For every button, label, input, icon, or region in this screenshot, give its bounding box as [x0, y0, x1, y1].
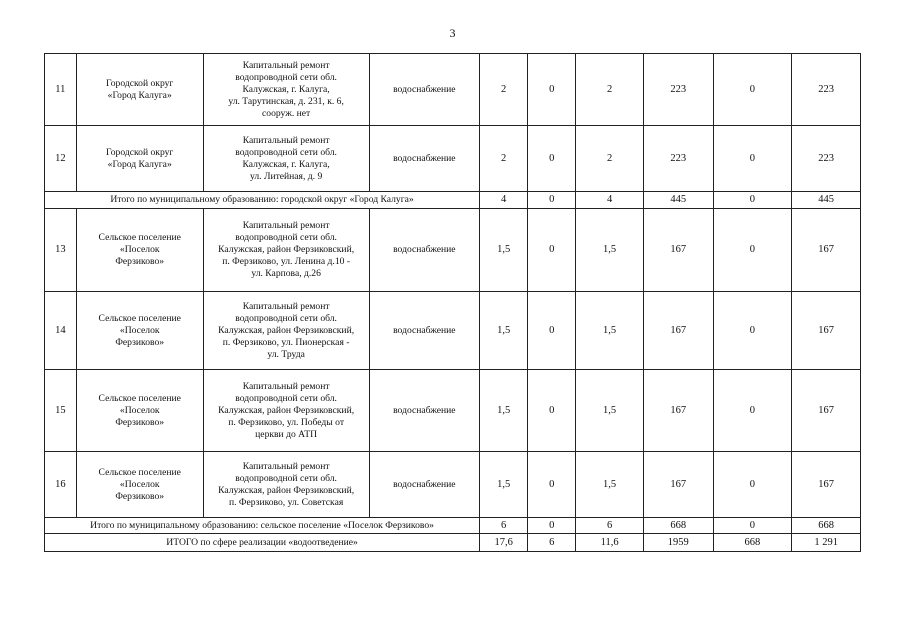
value-cell-2: 0	[528, 54, 576, 126]
sphere-cell: водоснабжение	[369, 209, 480, 292]
value-cell-2: 0	[528, 518, 576, 534]
municipality-line: Городской округ	[106, 77, 174, 89]
value-cell-4: 445	[643, 192, 713, 209]
value-cell-1: 1,5	[480, 292, 528, 370]
subtotal-label: Итого по муниципальному образованию: сельское поселение «Поселок Ферзиково»	[45, 518, 480, 534]
object-line: Калужская, г. Калуга,	[242, 158, 330, 170]
sphere-cell: водоснабжение	[369, 292, 480, 370]
object-cell	[203, 292, 369, 370]
table-body	[45, 54, 861, 552]
table-row	[45, 209, 861, 292]
table-row	[45, 126, 861, 192]
value-cell-1: 17,6	[480, 534, 528, 552]
municipality-line: Ферзиково»	[115, 490, 165, 502]
value-cell-4: 223	[643, 126, 713, 192]
value-cell-6: 223	[792, 126, 861, 192]
row-number: 11	[45, 54, 77, 126]
object-line: водопроводной сети обл.	[235, 71, 337, 83]
value-cell-5: 0	[713, 452, 792, 518]
value-cell-6: 167	[792, 292, 861, 370]
value-cell-5: 0	[713, 54, 792, 126]
municipality-line: «Поселок	[119, 478, 160, 490]
row-number: 16	[45, 452, 77, 518]
value-cell-2: 0	[528, 126, 576, 192]
object-line: водопроводной сети обл.	[235, 146, 337, 158]
value-cell-6: 445	[792, 192, 861, 209]
object-line: Капитальный ремонт	[242, 380, 330, 392]
object-line: п. Ферзиково, ул. Пионерская -	[222, 336, 350, 348]
sphere-cell: водоснабжение	[369, 452, 480, 518]
municipality-cell	[76, 54, 203, 126]
row-number: 13	[45, 209, 77, 292]
municipality-line: Сельское поселение	[98, 466, 181, 478]
value-cell-6: 1 291	[792, 534, 861, 552]
value-cell-3: 1,5	[576, 209, 644, 292]
value-cell-3: 2	[576, 54, 644, 126]
object-line: Калужская, г. Калуга,	[242, 83, 330, 95]
value-cell-5: 0	[713, 370, 792, 452]
municipality-line: Ферзиково»	[115, 336, 165, 348]
value-cell-6: 668	[792, 518, 861, 534]
object-line: п. Ферзиково, ул. Советская	[228, 496, 344, 508]
value-cell-6: 223	[792, 54, 861, 126]
object-cell	[203, 209, 369, 292]
municipality-cell	[76, 292, 203, 370]
object-line: водопроводной сети обл.	[235, 232, 337, 243]
value-cell-4: 223	[643, 54, 713, 126]
object-line: п. Ферзиково, ул. Победы от	[228, 416, 345, 428]
object-line: Капитальный ремонт	[242, 300, 330, 312]
value-cell-2: 0	[528, 370, 576, 452]
value-cell-1: 4	[480, 192, 528, 209]
municipality-line: «Поселок	[119, 244, 160, 255]
object-line: Капитальный ремонт	[242, 220, 330, 231]
page-number: 3	[449, 26, 456, 40]
value-cell-4: 668	[643, 518, 713, 534]
object-line: Капитальный ремонт	[242, 59, 330, 71]
municipality-cell	[76, 209, 203, 292]
municipality-line: Ферзиково»	[115, 256, 165, 267]
table-row	[45, 370, 861, 452]
row-number: 14	[45, 292, 77, 370]
object-line: ул. Труда	[267, 348, 305, 360]
value-cell-5: 0	[713, 209, 792, 292]
value-cell-5: 668	[713, 534, 792, 552]
value-cell-2: 6	[528, 534, 576, 552]
value-cell-1: 6	[480, 518, 528, 534]
value-cell-4: 167	[643, 209, 713, 292]
municipality-line: «Поселок	[119, 404, 160, 416]
value-cell-5: 0	[713, 126, 792, 192]
object-line: Капитальный ремонт	[242, 134, 330, 146]
object-line: ул. Карпова, д.26	[251, 268, 321, 279]
object-line: водопроводной сети обл.	[235, 312, 337, 324]
municipality-line: «Город Калуга»	[107, 158, 172, 170]
municipality-cell	[76, 452, 203, 518]
object-line: ул. Литейная, д. 9	[249, 170, 323, 182]
value-cell-4: 167	[643, 452, 713, 518]
table-row	[45, 292, 861, 370]
value-cell-3: 6	[576, 518, 644, 534]
investment-table	[44, 53, 861, 552]
value-cell-3: 1,5	[576, 370, 644, 452]
value-cell-3: 4	[576, 192, 644, 209]
subtotal-label: Итого по муниципальному образованию: городской округ «Город Калуга»	[45, 192, 480, 209]
grand-total-label: ИТОГО по сфере реализации «водоотведение»	[45, 534, 480, 552]
value-cell-4: 167	[643, 292, 713, 370]
table-row	[45, 452, 861, 518]
municipality-line: Сельское поселение	[98, 312, 181, 324]
value-cell-2: 0	[528, 192, 576, 209]
table-row	[45, 54, 861, 126]
municipality-cell	[76, 126, 203, 192]
sphere-cell: водоснабжение	[369, 54, 480, 126]
object-line: водопроводной сети обл.	[235, 392, 337, 404]
value-cell-1: 2	[480, 54, 528, 126]
sphere-cell: водоснабжение	[369, 370, 480, 452]
object-cell	[203, 452, 369, 518]
municipality-line: Сельское поселение	[98, 232, 181, 243]
value-cell-2: 0	[528, 452, 576, 518]
value-cell-6: 167	[792, 452, 861, 518]
municipality-line: «Город Калуга»	[107, 89, 172, 101]
value-cell-3: 2	[576, 126, 644, 192]
object-line: Калужская, район Ферзиковский,	[218, 324, 355, 336]
municipality-cell	[76, 370, 203, 452]
object-line: Калужская, район Ферзиковский,	[218, 404, 355, 416]
object-cell	[203, 370, 369, 452]
value-cell-1: 1,5	[480, 452, 528, 518]
municipality-line: Сельское поселение	[98, 392, 181, 404]
municipality-line: Городской округ	[106, 146, 174, 158]
object-line: водопроводной сети обл.	[235, 472, 337, 484]
value-cell-1: 1,5	[480, 209, 528, 292]
object-line: Калужская, район Ферзиковский,	[218, 244, 355, 255]
row-number: 12	[45, 126, 77, 192]
object-line: Калужская, район Ферзиковский,	[218, 484, 355, 496]
grand-total-row	[45, 534, 861, 552]
value-cell-4: 167	[643, 370, 713, 452]
object-cell	[203, 54, 369, 126]
object-line: Капитальный ремонт	[242, 460, 330, 472]
value-cell-1: 1,5	[480, 370, 528, 452]
object-cell	[203, 126, 369, 192]
value-cell-6: 167	[792, 370, 861, 452]
value-cell-5: 0	[713, 292, 792, 370]
object-line: сооруж. нет	[262, 107, 311, 119]
value-cell-3: 1,5	[576, 452, 644, 518]
value-cell-2: 0	[528, 209, 576, 292]
subtotal-row	[45, 518, 861, 534]
value-cell-3: 11,6	[576, 534, 644, 552]
municipality-line: «Поселок	[119, 324, 160, 336]
value-cell-5: 0	[713, 518, 792, 534]
object-line: ул. Тарутинская, д. 231, к. 6,	[228, 95, 344, 107]
value-cell-1: 2	[480, 126, 528, 192]
subtotal-row	[45, 192, 861, 209]
sphere-cell: водоснабжение	[369, 126, 480, 192]
value-cell-5: 0	[713, 192, 792, 209]
value-cell-3: 1,5	[576, 292, 644, 370]
value-cell-6: 167	[792, 209, 861, 292]
object-line: п. Ферзиково, ул. Ленина д.10 -	[222, 256, 351, 267]
object-line: церкви до АТП	[255, 428, 318, 440]
value-cell-2: 0	[528, 292, 576, 370]
row-number: 15	[45, 370, 77, 452]
value-cell-4: 1959	[643, 534, 713, 552]
municipality-line: Ферзиково»	[115, 416, 165, 428]
